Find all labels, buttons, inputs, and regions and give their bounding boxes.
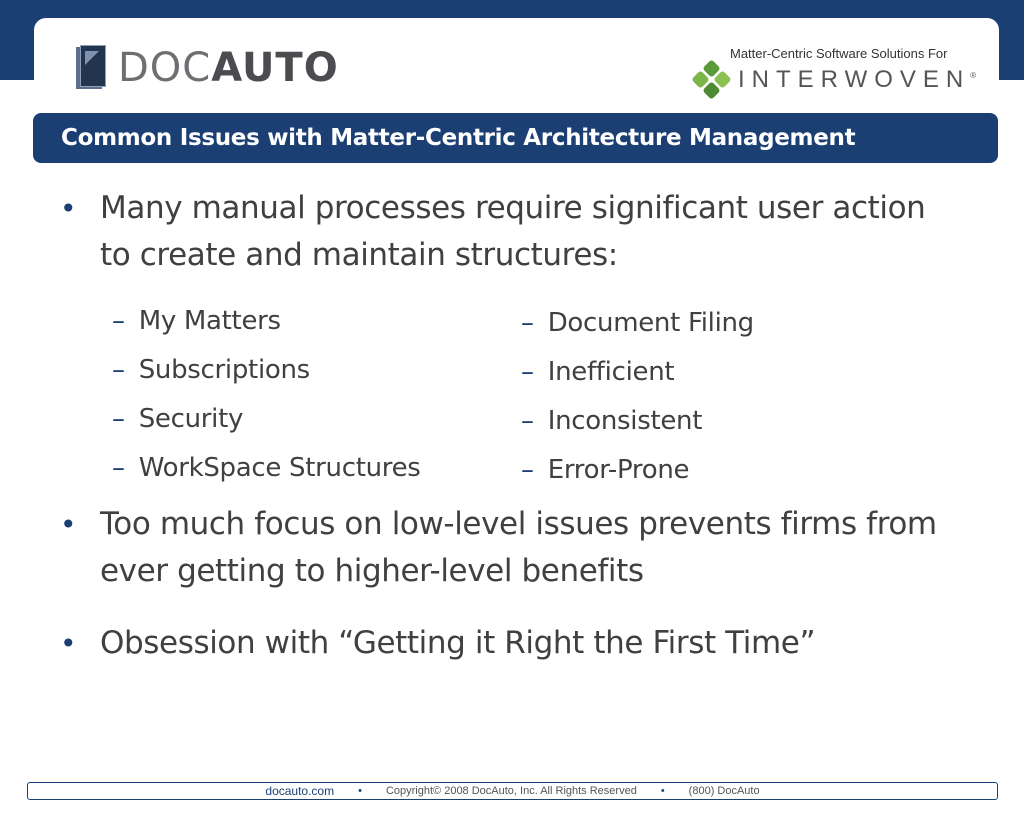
dash-icon: – (112, 404, 125, 434)
dash-icon: – (521, 455, 534, 485)
dash-icon: – (112, 355, 125, 385)
dash-icon: – (521, 308, 534, 338)
sub-item-right: – Document Filing (521, 308, 754, 338)
dash-icon: – (112, 453, 125, 483)
docauto-logo-text: DOCAUTO (118, 45, 339, 91)
sub-item-right: – Inefficient (521, 357, 675, 387)
sub-item-right: – Error-Prone (521, 455, 690, 485)
slide-title-bar (33, 113, 998, 163)
interwoven-logo-icon (694, 62, 730, 98)
bullet-item (60, 185, 940, 279)
bullet-text: Obsession with “Getting it Right the First Time” (100, 625, 816, 661)
docauto-logo-icon (76, 45, 106, 91)
separator-icon: • (358, 785, 362, 797)
bullet-icon: • (60, 508, 77, 541)
website-link[interactable]: docauto.com (265, 784, 335, 798)
sub-item-left: – Subscriptions (112, 355, 310, 385)
footer-bar (27, 782, 998, 800)
dash-icon: – (521, 357, 534, 387)
sub-item-right: – Inconsistent (521, 406, 703, 436)
interwoven-logo (694, 62, 976, 98)
sub-item-left: – Security (112, 404, 244, 434)
slide-title: Common Issues with Matter-Centric Architecture Management (61, 125, 856, 151)
copyright-text: Copyright© 2008 DocAuto, Inc. All Rights Reserved (385, 785, 637, 797)
dash-icon: – (521, 406, 534, 436)
bullet-text: Many manual processes require significant user action to create and maintain structures: (100, 190, 926, 273)
bullet-item (60, 501, 940, 595)
bullet-text: Too much focus on low-level issues prevents firms from ever getting to higher-level benefits (100, 506, 937, 589)
sub-item-left: – WorkSpace Structures (112, 453, 421, 483)
bullet-icon: • (60, 627, 77, 660)
bullet-icon: • (60, 192, 77, 225)
phone-text: (800) DocAuto (688, 785, 760, 797)
bullet-item (60, 620, 940, 667)
separator-icon: • (660, 785, 665, 797)
dash-icon: – (112, 306, 125, 336)
partner-tagline: Matter-Centric Software Solutions For (730, 46, 948, 61)
sub-item-left: – My Matters (112, 306, 281, 336)
interwoven-logo-text: INTERWOVEN® (738, 66, 977, 93)
docauto-logo (76, 44, 339, 92)
